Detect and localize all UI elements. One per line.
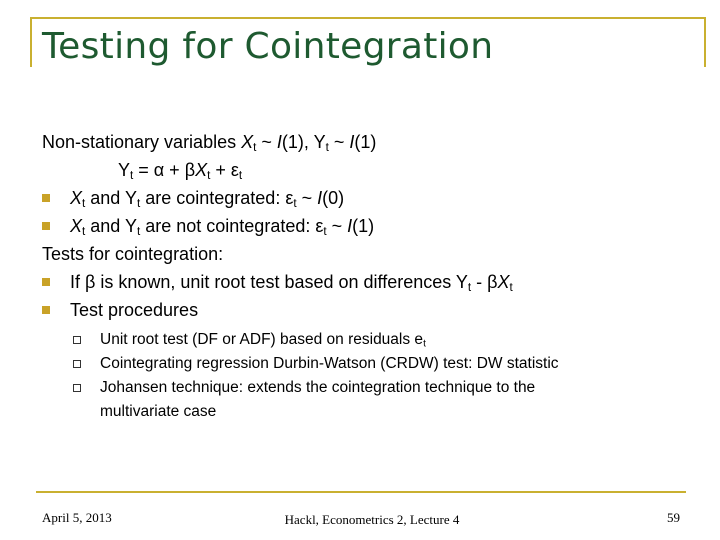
line-nonstationary: Non-stationary variables $X_t$ ~ I(1), $Y_t$ ~ I(1) [42, 132, 377, 154]
bullet-beta-known: If β is known, unit root test based on differences $Y_t - \beta X_t$ [42, 268, 692, 296]
sub-item-unit-root: Unit root test (DF or ADF) based on residuals $e_t$ [42, 328, 692, 352]
equation-line: $Y_t = \alpha + \beta X_t + \varepsilon_t$ [118, 160, 243, 182]
title-frame-top [30, 17, 706, 19]
square-bullet-icon [42, 278, 50, 286]
bullet-not-cointegrated: $X_t$ and $Y_t$ are not cointegrated: $\varepsilon_t$ ~ I(1) [42, 212, 692, 240]
tests-heading: Tests for cointegration: [42, 244, 224, 264]
title-frame-right [704, 17, 706, 67]
sub-item-johansen-cont: multivariate case [100, 403, 217, 420]
footer-course: Hackl, Econometrics 2, Lecture 4 [284, 512, 460, 527]
footer-date: April 5, 2013 [42, 510, 112, 525]
sub-item-crdw: Cointegrating regression Durbin-Watson (CRDW) test: DW statistic [42, 352, 692, 376]
bullet-test-procedures [42, 296, 692, 324]
bullet-cointegrated: $X_t$ and $Y_t$ are cointegrated: $\varepsilon_t$ ~ I(0) [42, 184, 692, 212]
hollow-square-bullet-icon [73, 360, 81, 368]
square-bullet-icon [42, 194, 50, 202]
square-bullet-icon [42, 222, 50, 230]
square-bullet-icon [42, 306, 50, 314]
test-procedures-label: Test procedures [70, 300, 199, 320]
sub-item-johansen: Johansen technique: extends the cointegration technique to the [42, 376, 692, 400]
hollow-square-bullet-icon [73, 336, 81, 344]
slide-title: Testing for Cointegration [42, 26, 494, 67]
footer-rule [36, 491, 686, 493]
slide-body [42, 128, 692, 424]
page-number: 59 [667, 510, 680, 525]
hollow-square-bullet-icon [73, 384, 81, 392]
title-frame-left [30, 17, 32, 67]
sub-list [42, 328, 692, 424]
